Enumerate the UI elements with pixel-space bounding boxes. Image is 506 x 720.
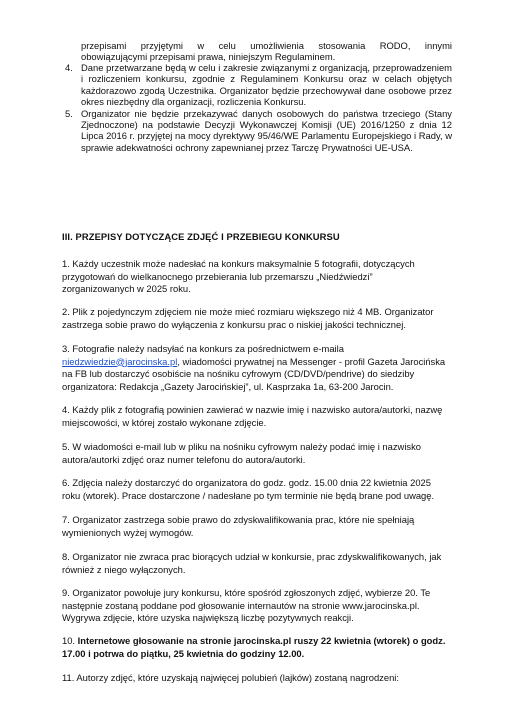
p3-line1: 3. Fotografie należy nadsyłać na konkurs za pośrednictwem e-maila (62, 343, 344, 354)
p10-number: 10. (62, 635, 78, 646)
p4-line1: 4. Każdy plik z fotografią powinien zawierać w nazwie imię i nazwisko autora/autorki, nazwę (62, 404, 443, 415)
p9-line2: następnie zostaną poddane pod głosowanie internautów na stronie www.jarocinska.pl. (62, 599, 420, 611)
p3-line4: organizatora: Redakcja „Gazety Jarocińskiej”, ul. Kasprzaka 1a, 63-200 Jarocin. (62, 380, 394, 392)
section-heading: III. PRZEPISY DOTYCZĄCE ZDJĘĆ I PRZEBIEGU KONKURSU (62, 231, 340, 242)
paragraph-4 (62, 404, 454, 429)
list-item-number: 4. (65, 62, 73, 73)
p9-line1: 9. Organizator powołuje jury konkursu, które spośród zgłoszonych zdjęć, wybierze 20. Te (62, 587, 431, 598)
p10-line2: 17.00 i potrwa do piątku, 25 kwietnia do godziny 12.00. (62, 647, 305, 659)
list-continuation (81, 40, 452, 63)
p2-line1: 2. Plik z pojedynczym zdjęciem nie może mieć rozmiaru większego niż 4 MB. Organizator (62, 306, 434, 317)
list-item-number: 5. (65, 107, 73, 119)
p1-line2: przygotowań do wielkanocnego przebierania lub przemarszu „Niedźwiedzi” (62, 270, 373, 282)
p3-line2 (62, 356, 454, 369)
p8-line2: również z niego wyłączonych. (62, 563, 186, 575)
p3-line2-rest: , wiadomości prywatnej na Messenger - profil Gazeta Jarocińska (177, 355, 446, 367)
paragraph-8 (62, 551, 454, 576)
p6-line2: roku (wtorek). Prace dostarczone / nadesłane po tym terminie nie będą brane pod uwagę. (62, 489, 435, 501)
paragraph-1 (62, 258, 454, 296)
p6-line1: 6. Zdjęcia należy dostarczyć do organizatora do godz. godz. 15.00 dnia 22 kwietnia 2025 (62, 477, 431, 488)
paragraph-10 (62, 635, 454, 660)
paragraph-7 (62, 514, 454, 539)
list-continuation-line2: obowiązującymi przepisami prawa, niniejszym Regulaminem. (81, 51, 336, 63)
paragraph-5 (62, 441, 454, 466)
p2-line2: zastrzega sobie prawo do wyłączenia z konkursu prac o niskiej jakości technicznej. (62, 318, 406, 330)
p5-line2: autora/autorki zdjęć oraz numer telefonu do autora/autorki. (62, 453, 306, 465)
paragraph-3 (62, 343, 454, 393)
p10-line1-bold: Internetowe głosowanie na stronie jarocinska.pl ruszy 22 kwietnia (wtorek) o godz. (77, 635, 446, 646)
list-continuation-line1: przepisami przyjętymi w celu umożliwienia stosowania RODO, innymi (81, 40, 452, 51)
list-item-5 (65, 107, 452, 154)
p7-line1: 7. Organizator zastrzega sobie prawo do zdyskwalifikowania prac, które nie spełniają (62, 514, 415, 525)
p1-line1: 1. Każdy uczestnik może nadesłać na konkurs maksymalnie 5 fotografii, dotyczących (62, 258, 415, 269)
p11-line1: 11. Autorzy zdjęć, które uzyskają najwięcej polubień (lajków) zostaną nagrodzeni: (62, 672, 399, 683)
list-item-4 (65, 62, 452, 108)
p3-line3: na FB lub dostarczyć osobiście na nośniku cyfrowym (CD/DVD/pendrive) do siedziby (62, 368, 415, 380)
paragraph-9 (62, 587, 454, 625)
p9-line3: Wygrywa zdjęcie, które uzyska największą liczbę pozytywnych reakcji. (62, 612, 354, 624)
p4-line2: miejscowości, w której zostało wykonane zdjęcie. (62, 416, 267, 428)
paragraph-6 (62, 477, 454, 502)
list-item-text: Dane przetwarzane będą w celu i zakresie związanymi z organizacją, przeprowadzeniem i rozliczeniem konkursu, zgodnie z Regulaminem Konkursu oraz w celach objętych każdorazowo zgodą Uczestnika. Organizator będzie przechowywał dane osobowe przez okres niezbędny dla organizacji, rozliczenia Konkursu. (81, 62, 452, 108)
p8-line1: 8. Organizator nie zwraca prac biorących udział w konkursie, prac zdyskwalifikowanych, jak (62, 551, 442, 562)
p5-line1: 5. W wiadomości e-mail lub w pliku na nośniku cyfrowym należy podać imię i nazwisko (62, 441, 421, 452)
email-link[interactable]: niedzwiedzie@jarocinska.pl (62, 355, 178, 367)
ordered-list (65, 62, 452, 153)
p1-line3: zorganizowanych w 2025 roku. (62, 283, 191, 295)
p7-line2: wymienionych wyżej wymogów. (62, 526, 194, 538)
list-item-text: Organizator nie będzie przekazywać danych osobowych do państwa trzeciego (Stany Zjednoczone) na podstawie Decyzji Wykonawczej Komisji (UE) 2016/1250 z dnia 12 Lipca 2016 r. przyjętej na mocy dyrektywy 95/46/WE Parlamentu Europejskiego i Rady, w sprawie adekwatności ochrony zapewnianej przez Tarczę Prywatności UE-USA. (81, 107, 452, 153)
paragraph-2 (62, 306, 454, 331)
p10-line1 (62, 635, 454, 648)
paragraph-11 (62, 672, 454, 685)
